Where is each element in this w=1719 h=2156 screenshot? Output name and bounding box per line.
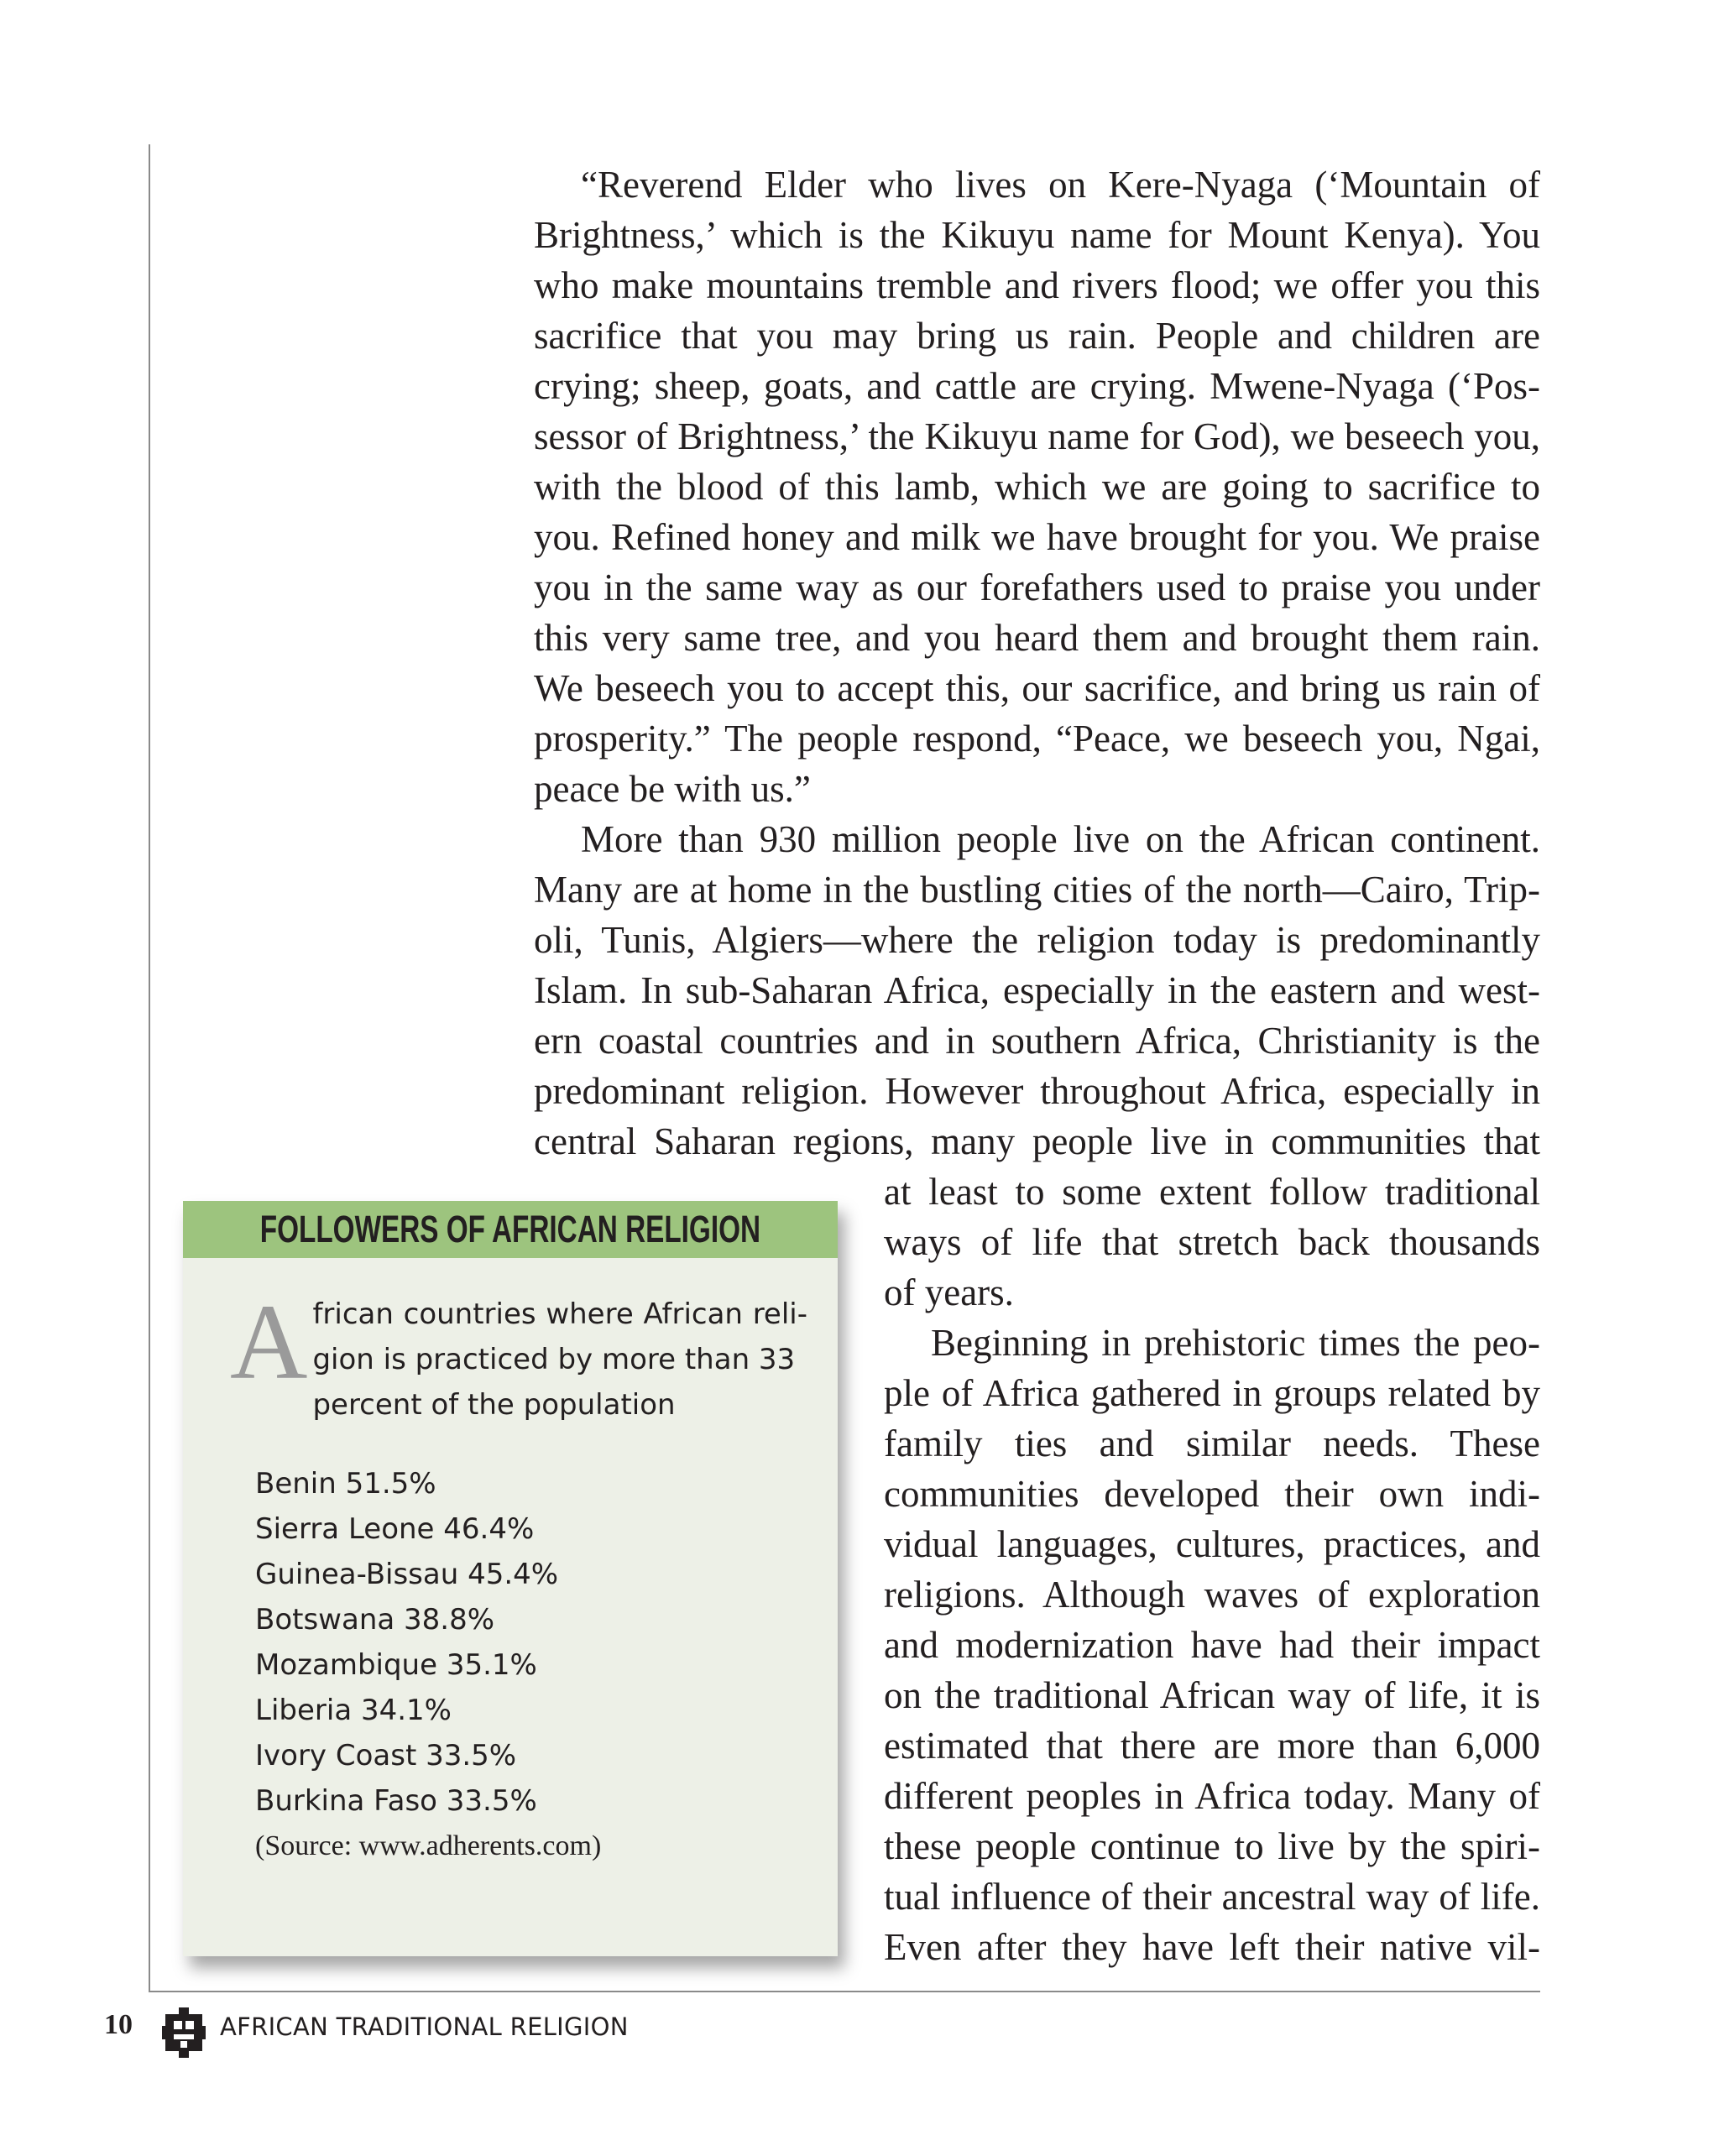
source-citation: (Source: www.adherents.com) (255, 1830, 602, 1861)
text-line: Even after they have left their native vil- (884, 1926, 1540, 1968)
text-line: Brightness,’ which is the Kikuyu name for Mount Kenya). You (534, 214, 1540, 256)
text-line: tual influence of their ancestral way of life. (884, 1876, 1540, 1918)
list-item: Liberia 34.1% (255, 1694, 452, 1727)
prayer-paragraph (534, 159, 1540, 764)
continent-paragraph (534, 814, 1540, 1167)
list-item: Ivory Coast 33.5% (255, 1739, 517, 1772)
text-line: this very same tree, and you heard them and brought them rain. (534, 617, 1540, 659)
followers-sidebar (183, 1201, 838, 1956)
text-line: ways of life that stretch back thousands (884, 1221, 1540, 1263)
text-line: More than 930 million people live on the African continent. (581, 818, 1540, 860)
main-text-column (534, 159, 1540, 1167)
list-item: Benin 51.5% (255, 1467, 436, 1501)
text-line: you in the same way as our forefathers used to praise you under (534, 566, 1540, 608)
text-line: at least to some extent follow traditional (884, 1171, 1540, 1213)
list-item: Burkina Faso 33.5% (255, 1784, 537, 1818)
page-number: 10 (104, 2009, 133, 2040)
list-item: Botswana 38.8% (255, 1603, 495, 1637)
text-line: Many are at home in the bustling cities of the north—Cairo, Trip- (534, 869, 1540, 911)
text-line: you. Refined honey and milk we have brought for you. We praise (534, 516, 1540, 558)
prehistory-paragraph (884, 1318, 1540, 1972)
country-list (255, 1461, 838, 1869)
adinkra-symbol-icon (162, 2007, 206, 2058)
text-line: religions. Although waves of exploration (884, 1574, 1540, 1616)
intro-line: gion is practiced by more than 33 (312, 1343, 796, 1376)
text-line: on the traditional African way of life, it is (884, 1674, 1540, 1716)
list-item: Sierra Leone 46.4% (255, 1512, 535, 1546)
text-line: by family ties and similar needs. These (884, 1372, 1541, 1464)
text-line: prosperity.” The people respond, “Peace, we beseech you, Ngai, (534, 718, 1540, 760)
intro-tail: percent of the population (312, 1388, 676, 1422)
sidebar-title: FOLLOWERS OF AFRICAN RELIGION (259, 1208, 761, 1250)
text-line: this sacrifice that you may bring us rain. People and children are (534, 264, 1541, 357)
text-line: who make mountains tremble and rivers flood; we offer you (534, 264, 1473, 306)
text-line: vidual languages, cultures, practices, and (884, 1523, 1540, 1565)
intro-line: frican countries where African reli- (312, 1297, 807, 1331)
sidebar-header (183, 1201, 838, 1258)
text-line: Beginning in prehistoric times the peo- (931, 1322, 1540, 1364)
paragraph-end-line: of years. (884, 1271, 1014, 1313)
drop-cap: A (230, 1282, 308, 1402)
text-line: communities developed their own indi- (884, 1473, 1540, 1515)
margin-rule-horizontal (149, 1991, 1540, 1992)
text-line: ern coastal countries and in southern Africa, Christianity is the (534, 1020, 1540, 1062)
text-line: with the blood of this lamb, which we are going to sacrifice to (534, 466, 1540, 508)
text-line: We beseech you to accept this, our sacrifice, and bring us rain of (534, 667, 1540, 709)
list-item: Guinea-Bissau 45.4% (255, 1558, 559, 1591)
prayer-closing-line: peace be with us.” (534, 768, 811, 810)
text-line: sessor of Brightness,’ the Kikuyu name for God), we beseech you, (534, 415, 1540, 457)
text-line: estimated that there are more than 6,000 (884, 1725, 1540, 1767)
text-line: ple of Africa gathered in groups related (884, 1372, 1492, 1414)
text-line: and modernization have had their impact (884, 1624, 1540, 1666)
sidebar-intro (230, 1282, 807, 1402)
text-line: crying; sheep, goats, and cattle are crying. Mwene-Nyaga (‘Pos- (534, 365, 1540, 407)
text-line: these people continue to live by the spiri- (884, 1825, 1540, 1867)
text-line: Islam. In sub-Saharan Africa, especially in the eastern and west- (534, 969, 1540, 1011)
narrow-text-column (884, 1167, 1540, 1972)
text-line: different peoples in Africa today. Many of (884, 1775, 1540, 1817)
text-line: predominant religion. However throughout Africa, especially in (534, 1070, 1540, 1112)
text-line: central Saharan regions, many people live in communities that (534, 1120, 1540, 1162)
list-item: Mozambique 35.1% (255, 1648, 537, 1682)
continent-paragraph-continued (884, 1167, 1540, 1267)
text-line: oli, Tunis, Algiers—where the religion today is predominantly (534, 919, 1540, 961)
margin-rule-vertical (149, 144, 150, 1992)
text-line: “Reverend Elder who lives on Kere-Nyaga (‘Mountain of (581, 164, 1540, 206)
running-head: AFRICAN TRADITIONAL RELIGION (220, 2012, 629, 2041)
